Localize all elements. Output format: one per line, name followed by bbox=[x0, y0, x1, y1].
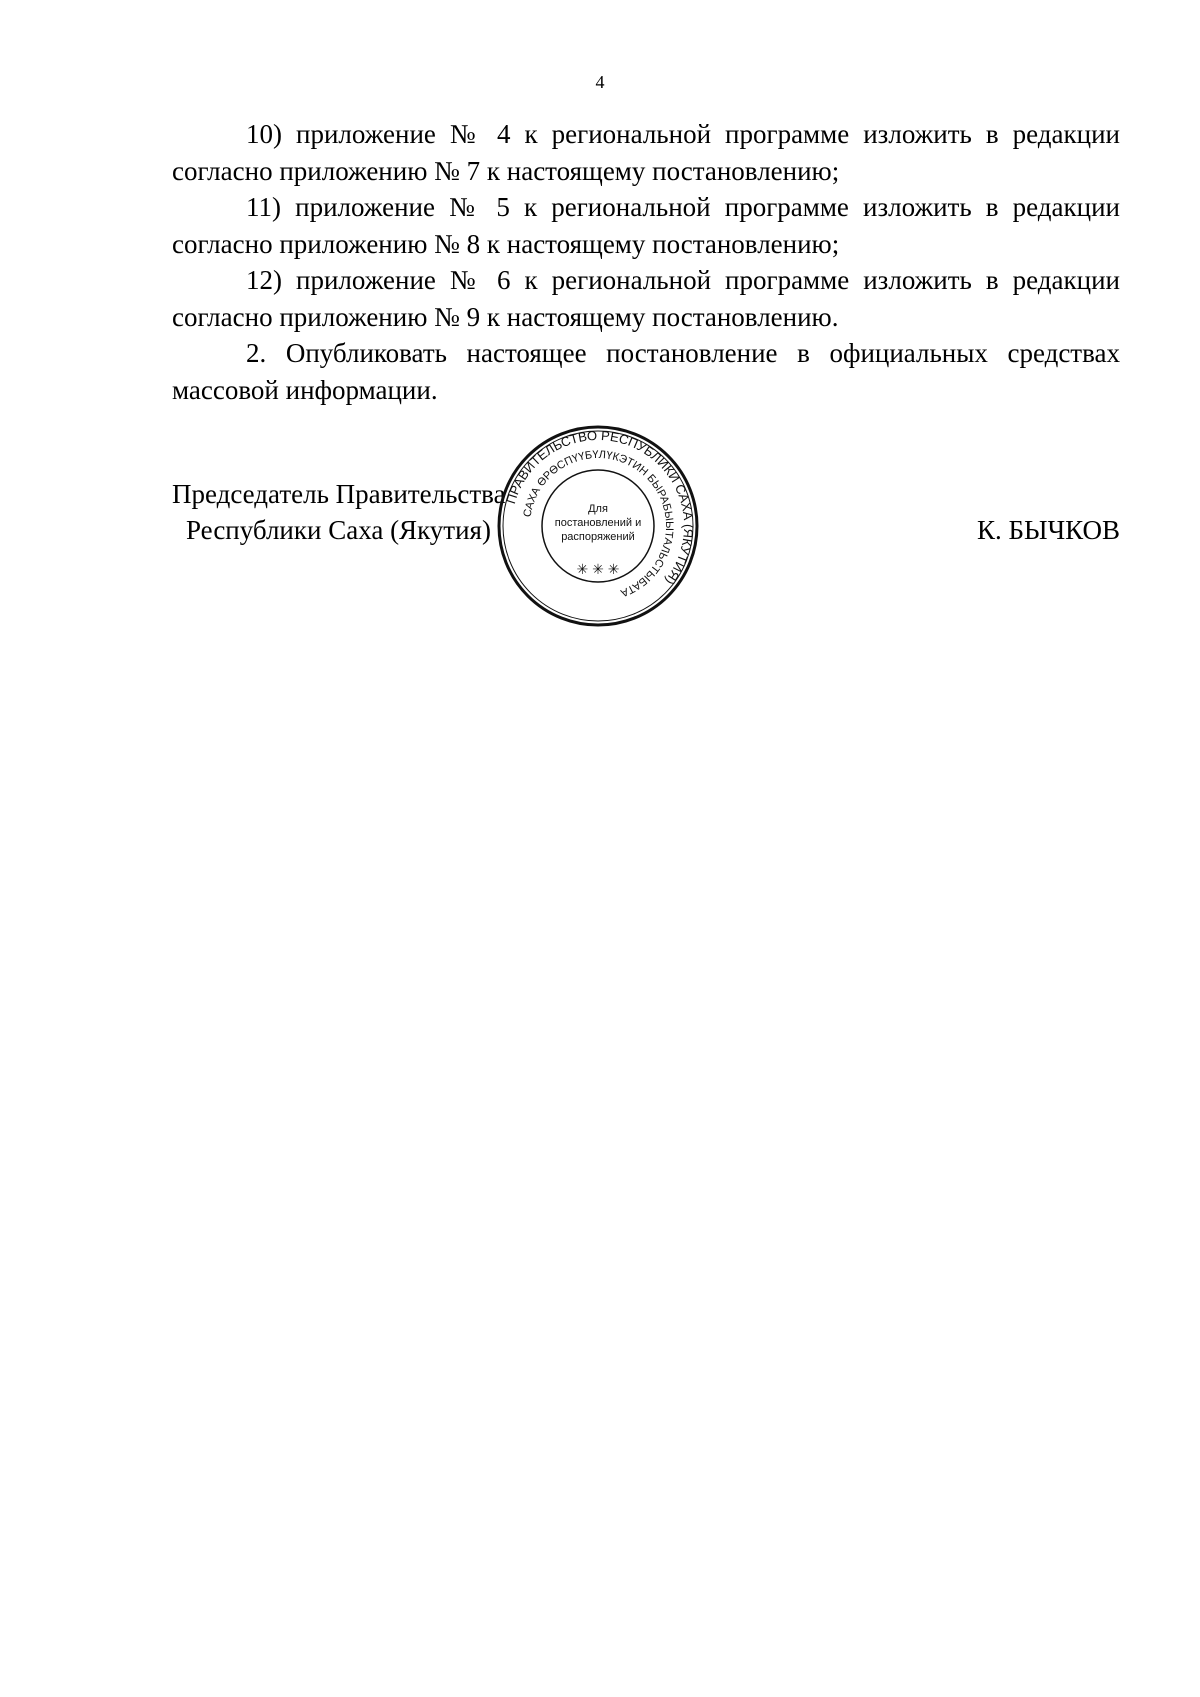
signatory-title-line1: Председатель Правительства bbox=[172, 479, 506, 509]
signatory-title-line2: Республики Саха (Якутия) bbox=[186, 515, 491, 545]
document-body bbox=[172, 116, 1120, 408]
paragraph-item-11: 11) приложение № 5 к региональной программе изложить в редакции согласно приложению № 8 к настоящему постановлению; bbox=[172, 192, 1120, 259]
seal-center-line2: постановлений и bbox=[554, 517, 642, 529]
paragraph-point-2: 2. Опубликовать настоящее постановление в официальных средствах массовой информации. bbox=[172, 338, 1120, 405]
seal-outer-textpath: ПРАВИТЕЛЬСТВО РЕСПУБЛИКИ САХА (ЯКУТИЯ) bbox=[503, 427, 697, 588]
paragraph-item-12: 12) приложение № 6 к региональной программе изложить в редакции согласно приложению № 9 к настоящему постановлению. bbox=[172, 265, 1120, 332]
seal-stars: ✳ ✳ ✳ bbox=[576, 561, 620, 577]
page-number: 4 bbox=[595, 72, 605, 92]
seal-center-line3: распоряжений bbox=[561, 531, 635, 543]
signatory-title bbox=[172, 476, 506, 548]
seal-center-line1: Для bbox=[588, 503, 608, 515]
paragraph-item-10: 10) приложение № 4 к региональной программе изложить в редакции согласно приложению № 7 к настоящему постановлению; bbox=[172, 119, 1120, 186]
seal-graphic bbox=[496, 424, 700, 628]
seal-inner-textpath: САХА ӨРӨСПҮҮБҮЛҮКЭТИН БЫРАБЫЫТАЛЬСТЫБАТА bbox=[521, 448, 676, 599]
official-seal bbox=[496, 424, 700, 628]
signatory-name: К. БЫЧКОВ bbox=[977, 515, 1120, 545]
